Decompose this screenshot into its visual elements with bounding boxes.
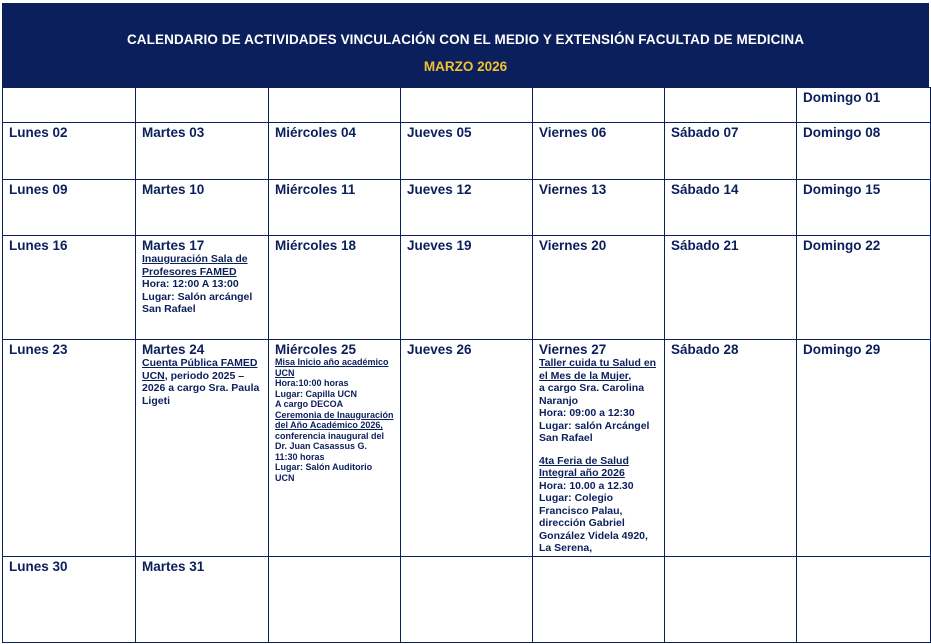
day-label: Viernes 20 bbox=[539, 238, 607, 253]
day-cell bbox=[3, 123, 136, 180]
week-row bbox=[3, 340, 931, 557]
event-time: Hora: 12:00 A 13:00 bbox=[142, 278, 239, 290]
day-label: Domingo 22 bbox=[803, 238, 881, 253]
event-spacer bbox=[539, 445, 658, 455]
day-label: Lunes 02 bbox=[9, 125, 68, 140]
day-cell bbox=[136, 556, 269, 642]
day-cell bbox=[533, 123, 665, 180]
day-cell bbox=[665, 236, 797, 340]
day-cell bbox=[136, 180, 269, 236]
event-location: Lugar: Salón arcángel San Rafael bbox=[142, 290, 253, 315]
day-label: Martes 24 bbox=[142, 342, 205, 357]
day-label: Jueves 12 bbox=[407, 182, 472, 197]
day-label: Lunes 30 bbox=[9, 558, 68, 574]
event-location: Lugar: Capilla UCN bbox=[275, 388, 358, 399]
day-label: Miércoles 18 bbox=[275, 238, 357, 253]
day-label: Domingo 01 bbox=[803, 90, 881, 105]
event-organizer: a cargo Sra. Carolina Naranjo bbox=[539, 382, 645, 407]
day-label: Viernes 06 bbox=[539, 125, 607, 140]
week-row bbox=[3, 123, 931, 180]
event-location: Lugar: Colegio Francisco Palau, dirección Gabriel González Videla 4920, La Serena, bbox=[539, 492, 648, 554]
week-row bbox=[3, 180, 931, 236]
day-cell bbox=[401, 180, 533, 236]
day-label: Sábado 07 bbox=[671, 125, 739, 140]
day-cell bbox=[665, 340, 797, 557]
day-cell bbox=[269, 180, 401, 236]
calendar-title: CALENDARIO DE ACTIVIDADES VINCULACIÓN CON EL MEDIO Y EXTENSIÓN FACULTAD DE MEDICINA bbox=[126, 32, 805, 47]
day-cell bbox=[533, 236, 665, 340]
day-label: Miércoles 25 bbox=[275, 342, 357, 357]
week-row bbox=[3, 556, 931, 642]
event-title: Taller cuida tu Salud en el Mes de la Mujer, bbox=[539, 357, 657, 382]
day-cell-empty bbox=[797, 556, 931, 642]
calendar-header bbox=[2, 3, 929, 87]
day-label: Jueves 05 bbox=[407, 125, 472, 140]
event-time: Hora:10:00 horas bbox=[275, 378, 349, 388]
calendar-grid bbox=[2, 87, 931, 643]
day-cell bbox=[401, 123, 533, 180]
day-label: Jueves 26 bbox=[407, 342, 472, 357]
day-cell bbox=[797, 340, 931, 557]
day-cell-empty bbox=[269, 88, 401, 123]
day-cell bbox=[797, 88, 931, 123]
day-cell-empty bbox=[533, 556, 665, 642]
day-label: Sábado 28 bbox=[671, 342, 739, 357]
day-cell bbox=[797, 180, 931, 236]
day-cell-empty bbox=[401, 556, 533, 642]
event-description: conferencia inaugural del Dr. Juan Casassus G. bbox=[275, 430, 385, 451]
day-cell bbox=[533, 180, 665, 236]
event-time: Hora: 09:00 a 12:30 bbox=[539, 407, 635, 419]
day-cell-empty bbox=[665, 556, 797, 642]
day-label: Viernes 13 bbox=[539, 182, 607, 197]
day-cell-empty bbox=[3, 88, 136, 123]
day-cell bbox=[665, 123, 797, 180]
day-label: Martes 31 bbox=[142, 558, 205, 574]
day-label: Lunes 16 bbox=[9, 238, 68, 253]
event-title: Ceremonia de Inauguración del Año Académico 2026, bbox=[275, 409, 394, 430]
day-cell bbox=[401, 340, 533, 557]
day-cell bbox=[797, 123, 931, 180]
day-label: Domingo 08 bbox=[803, 125, 881, 140]
day-cell-empty bbox=[533, 88, 665, 123]
day-label: Sábado 21 bbox=[671, 238, 739, 253]
event-title: 4ta Feria de Salud Integral año 2026 bbox=[539, 454, 629, 479]
day-cell-empty bbox=[269, 556, 401, 642]
calendar-month: MARZO 2026 bbox=[423, 59, 508, 74]
day-cell bbox=[665, 180, 797, 236]
day-label: Domingo 15 bbox=[803, 182, 881, 197]
day-cell-empty bbox=[665, 88, 797, 123]
day-cell bbox=[136, 123, 269, 180]
day-label: Sábado 14 bbox=[671, 182, 739, 197]
day-cell bbox=[3, 556, 136, 642]
day-cell bbox=[269, 123, 401, 180]
day-label: Miércoles 04 bbox=[275, 125, 357, 140]
event-title: Misa Inicio año académico UCN bbox=[275, 357, 389, 378]
day-label: Viernes 27 bbox=[539, 342, 607, 357]
day-label: Lunes 09 bbox=[9, 182, 68, 197]
day-label: Miércoles 11 bbox=[275, 182, 356, 197]
event-location: Lugar: Salón Auditorio UCN bbox=[275, 462, 373, 483]
event-time: Hora: 10.00 a 12.30 bbox=[539, 479, 634, 492]
week-row bbox=[3, 88, 931, 123]
day-cell bbox=[269, 340, 401, 557]
event-description bbox=[142, 357, 262, 407]
day-cell bbox=[136, 340, 269, 557]
event-title: Cuenta Pública FAMED UCN bbox=[142, 357, 258, 382]
event-location: Lugar: salón Arcángel San Rafael bbox=[539, 419, 650, 444]
day-label: Martes 17 bbox=[142, 238, 205, 253]
day-label: Martes 10 bbox=[142, 182, 205, 197]
day-label: Lunes 23 bbox=[9, 342, 68, 357]
event-details: , periodo 2025 – 2026 a cargo Sra. Paula Ligeti bbox=[142, 369, 260, 407]
day-cell bbox=[136, 236, 269, 340]
day-cell-empty bbox=[136, 88, 269, 123]
day-cell bbox=[797, 236, 931, 340]
week-row bbox=[3, 236, 931, 340]
day-label: Jueves 19 bbox=[407, 238, 472, 253]
day-cell bbox=[269, 236, 401, 340]
day-cell bbox=[533, 340, 665, 557]
event-time: 11:30 horas bbox=[275, 451, 325, 462]
day-cell bbox=[3, 180, 136, 236]
day-cell-empty bbox=[401, 88, 533, 123]
day-cell bbox=[401, 236, 533, 340]
day-cell bbox=[3, 236, 136, 340]
event-organizer: A cargo DECOA bbox=[275, 399, 344, 409]
day-cell bbox=[3, 340, 136, 557]
day-label: Domingo 29 bbox=[803, 342, 881, 357]
event-title: Inauguración Sala de Profesores FAMED bbox=[142, 253, 248, 278]
day-label: Martes 03 bbox=[142, 125, 205, 140]
